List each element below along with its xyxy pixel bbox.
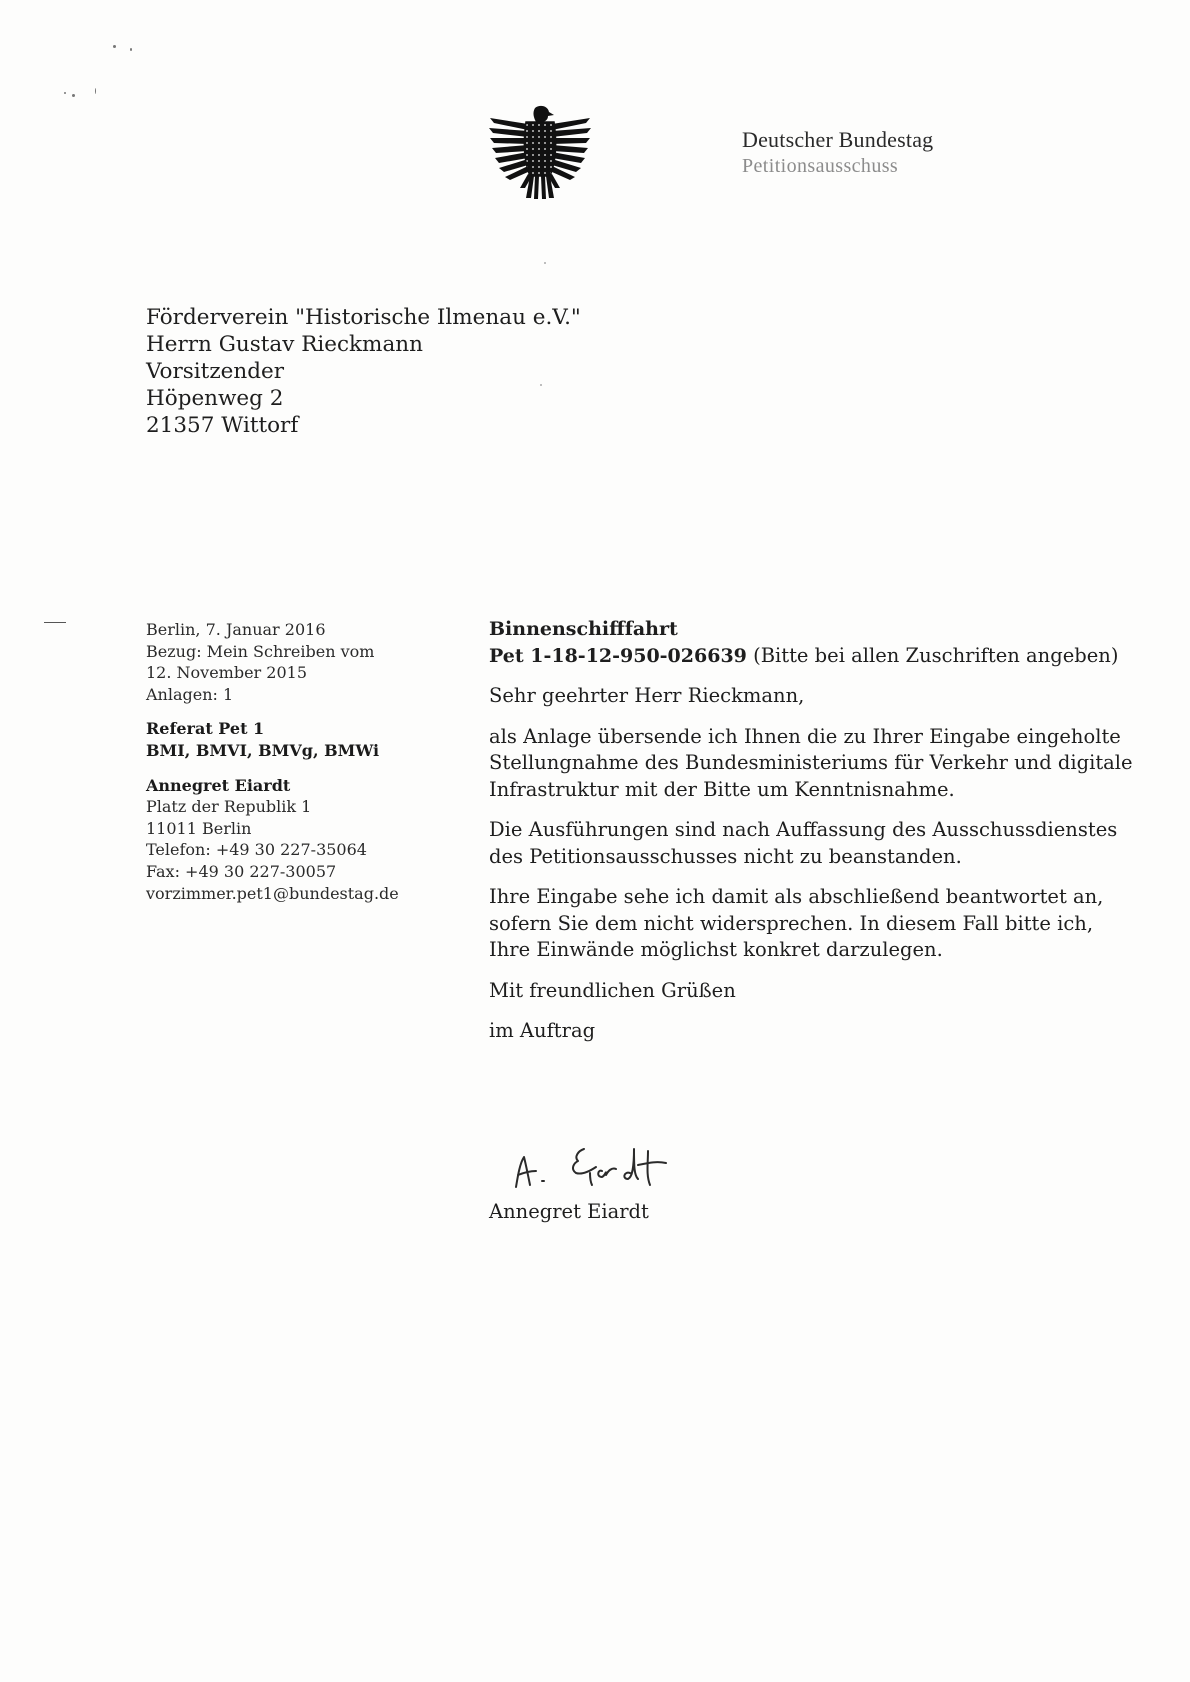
scan-speck xyxy=(64,92,66,94)
paragraph-line: Ihre Eingabe sehe ich damit als abschließend beantwortet an, xyxy=(489,885,1104,908)
paragraph-line: Die Ausführungen sind nach Auffassung des Ausschussdienstes xyxy=(489,818,1118,841)
recipient-line: Vorsitzender xyxy=(146,359,284,384)
recipient-line: 21357 Wittorf xyxy=(146,413,299,438)
reference-date: 12. November 2015 xyxy=(146,663,308,683)
scan-speck xyxy=(95,88,96,94)
paragraph-line: Infrastruktur mit der Bitte um Kenntnisnahme. xyxy=(489,777,955,801)
recipient-line: Höpenweg 2 xyxy=(146,386,284,411)
info-sidebar xyxy=(146,619,446,904)
reference-label: Bezug: Mein Schreiben vom xyxy=(146,641,375,661)
paragraph-line: Ihre Einwände möglichst konkret darzulegen. xyxy=(489,938,943,961)
paragraph-line: des Petitionsausschusses nicht zu beanstanden. xyxy=(489,844,962,868)
scan-speck xyxy=(113,45,116,48)
subject-line: Binnenschifffahrt xyxy=(489,618,678,640)
letter-body xyxy=(489,616,1169,1045)
signer-name: Annegret Eiardt xyxy=(489,1200,649,1223)
contact-phone: Telefon: +49 30 227-35064 xyxy=(146,840,367,860)
reference-line xyxy=(489,643,1169,670)
ministries: BMI, BMVI, BMVg, BMWi xyxy=(146,740,380,760)
closing-formula: Mit freundlichen Grüßen xyxy=(489,978,736,1002)
paragraph-line: sofern Sie dem nicht widersprechen. In diesem Fall bitte ich, xyxy=(489,911,1094,935)
federal-eagle-icon xyxy=(488,104,592,200)
reference-note: (Bitte bei allen Zuschriften angeben) xyxy=(746,643,1119,667)
recipient-address xyxy=(146,304,581,439)
on-behalf-note: im Auftrag xyxy=(489,1019,596,1042)
contact-fax: Fax: +49 30 227-30057 xyxy=(146,861,337,881)
paragraph-conclusion xyxy=(489,884,1169,964)
contact-name: Annegret Eiardt xyxy=(146,775,291,795)
contact-street: Platz der Republik 1 xyxy=(146,797,312,817)
scan-speck xyxy=(544,262,546,264)
paragraph-assessment xyxy=(489,817,1169,870)
letterhead xyxy=(742,126,933,179)
scan-speck xyxy=(130,48,132,51)
fold-mark xyxy=(44,622,66,623)
recipient-line: Herrn Gustav Rieckmann xyxy=(146,332,423,357)
paragraph-line: Stellungnahme des Bundesministeriums für Verkehr und digitale xyxy=(489,751,1133,774)
contact-city: 11011 Berlin xyxy=(146,818,252,838)
scan-speck xyxy=(72,94,75,97)
petition-number: Pet 1-18-12-950-026639 xyxy=(489,644,747,667)
contact-email: vorzimmer.pet1@bundestag.de xyxy=(146,883,399,903)
letter-date: Berlin, 7. Januar 2016 xyxy=(146,620,326,639)
department: Referat Pet 1 xyxy=(146,719,265,739)
paragraph-attachment xyxy=(489,724,1169,804)
paragraph-line: als Anlage übersende ich Ihnen die zu Ihrer Eingabe eingeholte xyxy=(489,724,1121,748)
organization-name: Deutscher Bundestag xyxy=(742,127,934,152)
salutation: Sehr geehrter Herr Rieckmann, xyxy=(489,684,805,707)
recipient-line: Förderverein "Historische Ilmenau e.V." xyxy=(146,305,581,330)
handwritten-signature xyxy=(498,1135,688,1197)
committee-name: Petitionsausschuss xyxy=(742,155,899,177)
attachments: Anlagen: 1 xyxy=(146,684,234,704)
